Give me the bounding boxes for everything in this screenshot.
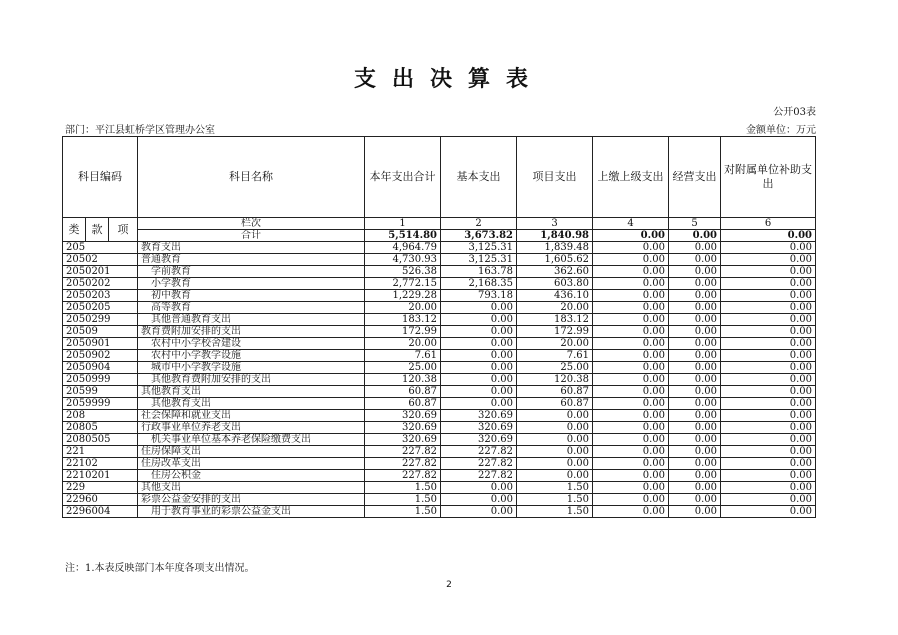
amount-cell: 0.00 bbox=[593, 314, 669, 326]
amount-cell: 0.00 bbox=[669, 434, 721, 446]
amount-cell: 0.00 bbox=[593, 362, 669, 374]
amount-cell: 0.00 bbox=[669, 398, 721, 410]
amount-cell: 0.00 bbox=[441, 338, 517, 350]
subject-name: 农村中小学教学设施 bbox=[138, 350, 365, 362]
subject-code: 22960 bbox=[63, 494, 138, 506]
subject-name: 其他教育支出 bbox=[138, 386, 365, 398]
subject-name: 教育费附加安排的支出 bbox=[138, 326, 365, 338]
amount-cell: 1,229.28 bbox=[365, 290, 441, 302]
amount-cell: 1.50 bbox=[365, 506, 441, 518]
amount-cell: 0.00 bbox=[669, 422, 721, 434]
amount-cell: 0.00 bbox=[669, 302, 721, 314]
table-row bbox=[63, 386, 816, 398]
amount-cell: 0.00 bbox=[669, 386, 721, 398]
amount-cell: 0.00 bbox=[669, 362, 721, 374]
subject-name: 彩票公益金安排的支出 bbox=[138, 494, 365, 506]
subject-code: 20599 bbox=[63, 386, 138, 398]
amount-cell: 0.00 bbox=[669, 314, 721, 326]
amount-cell: 0.00 bbox=[593, 338, 669, 350]
subject-name: 高等教育 bbox=[138, 302, 365, 314]
amount-cell: 0.00 bbox=[669, 350, 721, 362]
amount-cell: 0.00 bbox=[669, 506, 721, 518]
amount-cell: 0.00 bbox=[669, 278, 721, 290]
amount-cell: 0.00 bbox=[593, 242, 669, 254]
amount-cell: 0.00 bbox=[669, 266, 721, 278]
column-number-row bbox=[63, 218, 816, 230]
amount-cell: 172.99 bbox=[365, 326, 441, 338]
amount-cell: 320.69 bbox=[365, 422, 441, 434]
amount-cell: 227.82 bbox=[365, 470, 441, 482]
subject-code: 20805 bbox=[63, 422, 138, 434]
amount-cell: 1,839.48 bbox=[517, 242, 593, 254]
amount-cell: 0.00 bbox=[441, 326, 517, 338]
table-row bbox=[63, 254, 816, 266]
table-row bbox=[63, 482, 816, 494]
amount-cell: 0.00 bbox=[593, 302, 669, 314]
amount-cell: 227.82 bbox=[441, 446, 517, 458]
table-row bbox=[63, 470, 816, 482]
table-row bbox=[63, 422, 816, 434]
column-number: 6 bbox=[721, 218, 816, 230]
table-row bbox=[63, 494, 816, 506]
table-row bbox=[63, 242, 816, 254]
form-tag: 公开03表 bbox=[773, 107, 816, 118]
amount-cell: 183.12 bbox=[517, 314, 593, 326]
amount-cell: 0.00 bbox=[593, 482, 669, 494]
subject-code: 2050904 bbox=[63, 362, 138, 374]
amount-cell: 603.80 bbox=[517, 278, 593, 290]
amount-cell: 0.00 bbox=[721, 350, 816, 362]
amount-cell: 320.69 bbox=[365, 410, 441, 422]
amount-cell: 0.00 bbox=[669, 410, 721, 422]
amount-cell: 7.61 bbox=[517, 350, 593, 362]
amount-cell: 25.00 bbox=[517, 362, 593, 374]
header-xiang: 项 bbox=[109, 218, 138, 242]
amount-cell: 0.00 bbox=[669, 374, 721, 386]
amount-cell: 60.87 bbox=[517, 386, 593, 398]
amount-cell: 1.50 bbox=[365, 494, 441, 506]
amount-cell: 20.00 bbox=[517, 338, 593, 350]
header-subsidy: 对附属单位补助支出 bbox=[721, 137, 816, 218]
amount-cell: 320.69 bbox=[441, 410, 517, 422]
amount-cell: 227.82 bbox=[441, 458, 517, 470]
header-lei: 类 bbox=[63, 218, 86, 242]
table-row bbox=[63, 374, 816, 386]
table-row bbox=[63, 434, 816, 446]
amount-cell: 0.00 bbox=[593, 374, 669, 386]
table-row bbox=[63, 458, 816, 470]
subject-code: 2050902 bbox=[63, 350, 138, 362]
amount-cell: 0.00 bbox=[721, 446, 816, 458]
total-value: 5,514.80 bbox=[365, 230, 441, 242]
subject-name: 住房公积金 bbox=[138, 470, 365, 482]
amount-cell: 0.00 bbox=[593, 494, 669, 506]
table-row bbox=[63, 398, 816, 410]
amount-cell: 172.99 bbox=[517, 326, 593, 338]
amount-cell: 0.00 bbox=[721, 266, 816, 278]
amount-cell: 0.00 bbox=[721, 374, 816, 386]
header-basic: 基本支出 bbox=[441, 137, 517, 218]
expenditure-table bbox=[62, 136, 816, 518]
amount-cell: 183.12 bbox=[365, 314, 441, 326]
amount-cell: 320.69 bbox=[365, 434, 441, 446]
header-kuan: 款 bbox=[86, 218, 109, 242]
header-code: 科目编码 bbox=[63, 137, 138, 218]
amount-cell: 320.69 bbox=[441, 434, 517, 446]
subject-code: 2050205 bbox=[63, 302, 138, 314]
amount-cell: 0.00 bbox=[517, 422, 593, 434]
total-value: 0.00 bbox=[721, 230, 816, 242]
table-row bbox=[63, 506, 816, 518]
amount-cell: 0.00 bbox=[721, 506, 816, 518]
subject-name: 城市中小学教学设施 bbox=[138, 362, 365, 374]
amount-cell: 0.00 bbox=[669, 338, 721, 350]
amount-cell: 0.00 bbox=[721, 338, 816, 350]
header-name: 科目名称 bbox=[138, 137, 365, 218]
amount-cell: 0.00 bbox=[593, 410, 669, 422]
amount-cell: 793.18 bbox=[441, 290, 517, 302]
amount-cell: 0.00 bbox=[669, 242, 721, 254]
amount-cell: 362.60 bbox=[517, 266, 593, 278]
header-business: 经营支出 bbox=[669, 137, 721, 218]
subject-code: 2059999 bbox=[63, 398, 138, 410]
amount-cell: 1.50 bbox=[517, 506, 593, 518]
amount-cell: 0.00 bbox=[721, 386, 816, 398]
total-value: 1,840.98 bbox=[517, 230, 593, 242]
subject-name: 机关事业单位基本养老保险缴费支出 bbox=[138, 434, 365, 446]
amount-cell: 0.00 bbox=[721, 422, 816, 434]
subject-name: 教育支出 bbox=[138, 242, 365, 254]
unit-label: 金额单位：万元 bbox=[746, 125, 816, 136]
amount-cell: 0.00 bbox=[441, 494, 517, 506]
amount-cell: 120.38 bbox=[517, 374, 593, 386]
amount-cell: 0.00 bbox=[669, 482, 721, 494]
amount-cell: 163.78 bbox=[441, 266, 517, 278]
subject-code: 221 bbox=[63, 446, 138, 458]
amount-cell: 0.00 bbox=[721, 290, 816, 302]
table-row bbox=[63, 302, 816, 314]
amount-cell: 0.00 bbox=[441, 362, 517, 374]
total-label: 合计 bbox=[138, 230, 365, 242]
subject-code: 2050299 bbox=[63, 314, 138, 326]
amount-cell: 1.50 bbox=[517, 494, 593, 506]
subject-name: 普通教育 bbox=[138, 254, 365, 266]
subject-code: 2050999 bbox=[63, 374, 138, 386]
department-label: 部门：平江县虹桥学区管理办公室 bbox=[65, 125, 215, 136]
amount-cell: 0.00 bbox=[721, 242, 816, 254]
subject-code: 2296004 bbox=[63, 506, 138, 518]
amount-cell: 0.00 bbox=[721, 482, 816, 494]
header-row bbox=[63, 137, 816, 218]
page-number: 2 bbox=[446, 580, 452, 590]
amount-cell: 0.00 bbox=[441, 374, 517, 386]
page-title: 支出决算表 bbox=[353, 66, 544, 92]
table-row bbox=[63, 314, 816, 326]
amount-cell: 0.00 bbox=[517, 410, 593, 422]
amount-cell: 0.00 bbox=[441, 314, 517, 326]
table-row bbox=[63, 362, 816, 374]
amount-cell: 0.00 bbox=[669, 254, 721, 266]
amount-cell: 0.00 bbox=[517, 446, 593, 458]
amount-cell: 0.00 bbox=[721, 254, 816, 266]
amount-cell: 0.00 bbox=[441, 386, 517, 398]
amount-cell: 7.61 bbox=[365, 350, 441, 362]
total-value: 0.00 bbox=[669, 230, 721, 242]
column-number: 1 bbox=[365, 218, 441, 230]
amount-cell: 436.10 bbox=[517, 290, 593, 302]
subject-name: 住房改革支出 bbox=[138, 458, 365, 470]
amount-cell: 0.00 bbox=[669, 470, 721, 482]
subject-code: 205 bbox=[63, 242, 138, 254]
amount-cell: 0.00 bbox=[593, 290, 669, 302]
amount-cell: 0.00 bbox=[593, 422, 669, 434]
amount-cell: 0.00 bbox=[517, 434, 593, 446]
amount-cell: 1.50 bbox=[517, 482, 593, 494]
amount-cell: 0.00 bbox=[721, 458, 816, 470]
amount-cell: 20.00 bbox=[365, 338, 441, 350]
amount-cell: 227.82 bbox=[441, 470, 517, 482]
amount-cell: 227.82 bbox=[365, 458, 441, 470]
amount-cell: 0.00 bbox=[721, 278, 816, 290]
lanci-label: 栏次 bbox=[138, 218, 365, 230]
amount-cell: 0.00 bbox=[593, 398, 669, 410]
amount-cell: 0.00 bbox=[721, 362, 816, 374]
subject-name: 社会保障和就业支出 bbox=[138, 410, 365, 422]
subject-code: 22102 bbox=[63, 458, 138, 470]
amount-cell: 0.00 bbox=[721, 326, 816, 338]
table-row bbox=[63, 290, 816, 302]
amount-cell: 0.00 bbox=[593, 278, 669, 290]
subject-code: 2050202 bbox=[63, 278, 138, 290]
amount-cell: 3,125.31 bbox=[441, 254, 517, 266]
amount-cell: 0.00 bbox=[593, 386, 669, 398]
table-row bbox=[63, 350, 816, 362]
amount-cell: 60.87 bbox=[365, 386, 441, 398]
column-number: 5 bbox=[669, 218, 721, 230]
subject-name: 学前教育 bbox=[138, 266, 365, 278]
amount-cell: 0.00 bbox=[669, 326, 721, 338]
subject-name: 其他教育费附加安排的支出 bbox=[138, 374, 365, 386]
amount-cell: 0.00 bbox=[441, 398, 517, 410]
subject-code: 2050201 bbox=[63, 266, 138, 278]
amount-cell: 0.00 bbox=[721, 398, 816, 410]
amount-cell: 0.00 bbox=[721, 410, 816, 422]
column-number: 4 bbox=[593, 218, 669, 230]
subject-name: 农村中小学校舍建设 bbox=[138, 338, 365, 350]
amount-cell: 0.00 bbox=[669, 446, 721, 458]
amount-cell: 20.00 bbox=[365, 302, 441, 314]
amount-cell: 0.00 bbox=[669, 458, 721, 470]
amount-cell: 20.00 bbox=[517, 302, 593, 314]
amount-cell: 0.00 bbox=[517, 458, 593, 470]
subject-code: 20502 bbox=[63, 254, 138, 266]
table-row bbox=[63, 446, 816, 458]
amount-cell: 0.00 bbox=[593, 350, 669, 362]
amount-cell: 0.00 bbox=[441, 506, 517, 518]
amount-cell: 0.00 bbox=[593, 458, 669, 470]
column-number: 3 bbox=[517, 218, 593, 230]
amount-cell: 0.00 bbox=[669, 290, 721, 302]
amount-cell: 0.00 bbox=[441, 350, 517, 362]
amount-cell: 1.50 bbox=[365, 482, 441, 494]
subject-name: 小学教育 bbox=[138, 278, 365, 290]
header-total: 本年支出合计 bbox=[365, 137, 441, 218]
subject-name: 初中教育 bbox=[138, 290, 365, 302]
amount-cell: 2,772.15 bbox=[365, 278, 441, 290]
amount-cell: 0.00 bbox=[721, 470, 816, 482]
amount-cell: 1,605.62 bbox=[517, 254, 593, 266]
total-value: 0.00 bbox=[593, 230, 669, 242]
amount-cell: 227.82 bbox=[365, 446, 441, 458]
amount-cell: 60.87 bbox=[365, 398, 441, 410]
header-upper: 上缴上级支出 bbox=[593, 137, 669, 218]
amount-cell: 0.00 bbox=[669, 494, 721, 506]
amount-cell: 0.00 bbox=[593, 326, 669, 338]
amount-cell: 0.00 bbox=[441, 482, 517, 494]
column-number: 2 bbox=[441, 218, 517, 230]
subject-code: 20509 bbox=[63, 326, 138, 338]
subject-code: 2080505 bbox=[63, 434, 138, 446]
amount-cell: 0.00 bbox=[721, 434, 816, 446]
amount-cell: 320.69 bbox=[441, 422, 517, 434]
subject-name: 其他教育支出 bbox=[138, 398, 365, 410]
subject-name: 住房保障支出 bbox=[138, 446, 365, 458]
header-project: 项目支出 bbox=[517, 137, 593, 218]
amount-cell: 120.38 bbox=[365, 374, 441, 386]
amount-cell: 0.00 bbox=[593, 254, 669, 266]
subject-name: 其他支出 bbox=[138, 482, 365, 494]
subject-name: 行政事业单位养老支出 bbox=[138, 422, 365, 434]
amount-cell: 0.00 bbox=[593, 506, 669, 518]
amount-cell: 0.00 bbox=[593, 446, 669, 458]
amount-cell: 0.00 bbox=[721, 494, 816, 506]
subject-code: 2210201 bbox=[63, 470, 138, 482]
table-row bbox=[63, 410, 816, 422]
subject-name: 其他普通教育支出 bbox=[138, 314, 365, 326]
amount-cell: 526.38 bbox=[365, 266, 441, 278]
amount-cell: 3,125.31 bbox=[441, 242, 517, 254]
subject-code: 229 bbox=[63, 482, 138, 494]
subject-code: 2050203 bbox=[63, 290, 138, 302]
amount-cell: 0.00 bbox=[593, 434, 669, 446]
total-row bbox=[63, 230, 816, 242]
amount-cell: 0.00 bbox=[517, 470, 593, 482]
amount-cell: 25.00 bbox=[365, 362, 441, 374]
footnote: 注：1.本表反映部门本年度各项支出情况。 bbox=[65, 563, 255, 574]
amount-cell: 4,730.93 bbox=[365, 254, 441, 266]
amount-cell: 60.87 bbox=[517, 398, 593, 410]
amount-cell: 2,168.35 bbox=[441, 278, 517, 290]
amount-cell: 0.00 bbox=[593, 266, 669, 278]
amount-cell: 0.00 bbox=[721, 302, 816, 314]
table-row bbox=[63, 278, 816, 290]
table-row bbox=[63, 326, 816, 338]
amount-cell: 0.00 bbox=[593, 470, 669, 482]
amount-cell: 0.00 bbox=[441, 302, 517, 314]
subject-code: 2050901 bbox=[63, 338, 138, 350]
subject-code: 208 bbox=[63, 410, 138, 422]
amount-cell: 0.00 bbox=[721, 314, 816, 326]
table-row bbox=[63, 338, 816, 350]
table-row bbox=[63, 266, 816, 278]
amount-cell: 4,964.79 bbox=[365, 242, 441, 254]
subject-name: 用于教育事业的彩票公益金支出 bbox=[138, 506, 365, 518]
total-value: 3,673.82 bbox=[441, 230, 517, 242]
